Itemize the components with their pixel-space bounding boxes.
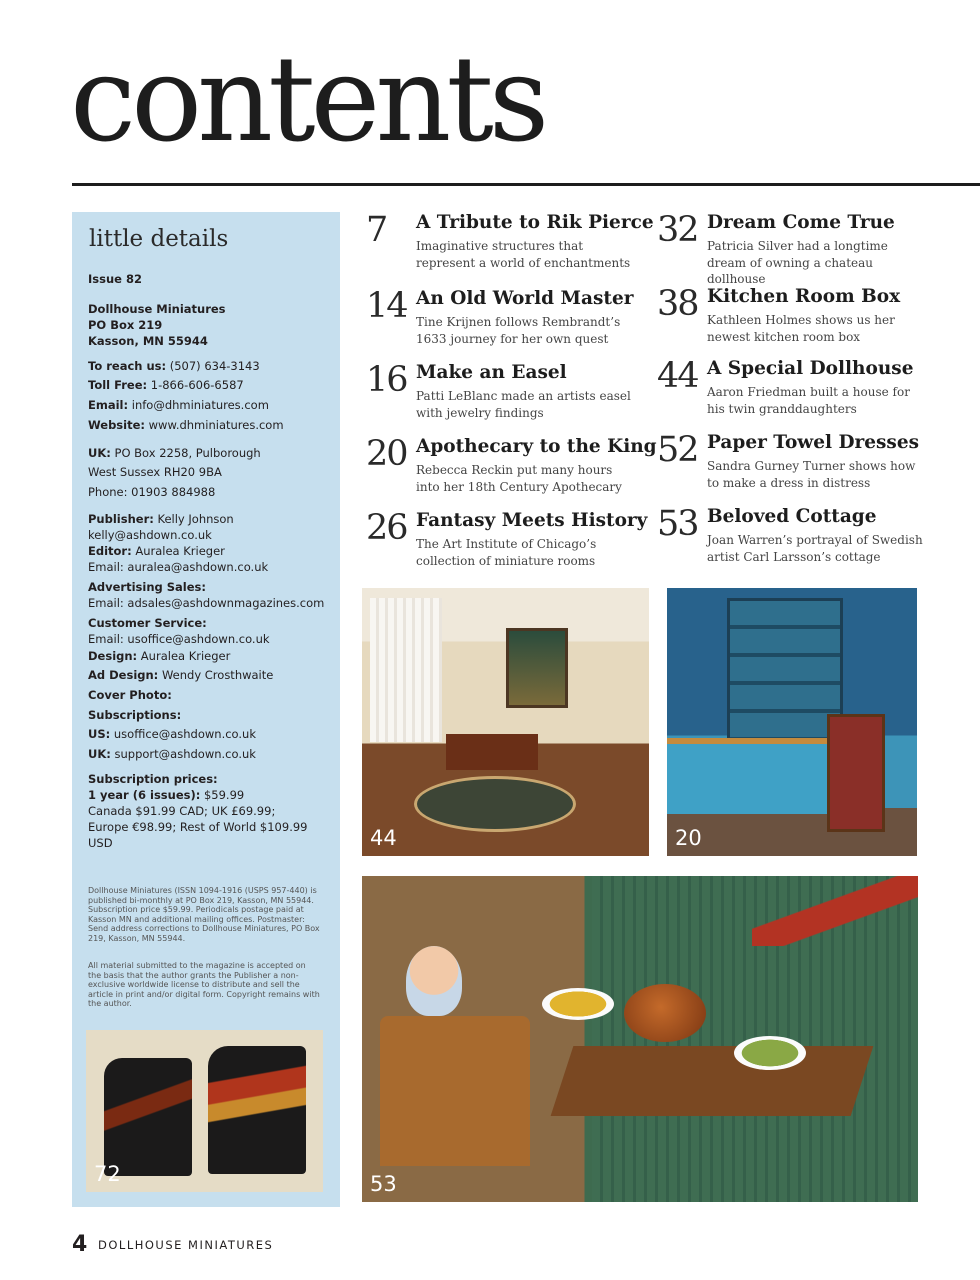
toc-title: Fantasy Meets History bbox=[416, 510, 648, 531]
publication-statement: Dollhouse Miniatures (ISSN 1094-1916 (USPS 957-440) is published bi-monthly at PO Box 219, Kasson, MN 55944. Subscription price $59.99. Periodicals postage paid at Kasson MN and additional mailing offices. Postmaster: Send address corrections to Dollhouse Miniatures, PO Box 219, Kasson, MN 55944. bbox=[88, 886, 320, 943]
customer-service-email: Email: usoffice@ashdown.co.uk bbox=[88, 631, 270, 646]
copyright-statement: All material submitted to the magazine is accepted on the basis that the author grants the Publisher a non-exclusive worldwide license to distribute and sell the article in print and/or digital form. Copyright remains with the author. bbox=[88, 961, 320, 1009]
reach-us-line: To reach us: (507) 634-3143 bbox=[88, 358, 260, 373]
baby-doll bbox=[406, 946, 462, 1016]
page-title: contents bbox=[70, 30, 545, 168]
toc-description: The Art Institute of Chicago’s collection of miniature rooms bbox=[416, 537, 597, 568]
piano-box-right bbox=[208, 1046, 306, 1174]
roast-turkey bbox=[624, 984, 706, 1042]
toc-title: An Old World Master bbox=[416, 288, 634, 309]
photo-page-number: 44 bbox=[370, 826, 397, 850]
customer-service-label: Customer Service: bbox=[88, 615, 207, 630]
toc-page-number: 38 bbox=[657, 284, 698, 324]
price-canada-uk: Canada $91.99 CAD; UK £69.99; bbox=[88, 803, 276, 818]
toc-description: Rebecca Reckin put many hours into her 18th Century Apothecary bbox=[416, 463, 622, 494]
subscriptions-label: Subscriptions: bbox=[88, 707, 182, 722]
toc-title: A Special Dollhouse bbox=[707, 358, 914, 379]
toc-page-number: 16 bbox=[366, 360, 407, 400]
toc-description: Sandra Gurney Turner shows how to make a dress in distress bbox=[707, 459, 916, 490]
price-one-year: 1 year (6 issues): $59.99 bbox=[88, 787, 245, 802]
photo-cottage-dinner bbox=[362, 876, 918, 1202]
toc-title: Dream Come True bbox=[707, 212, 895, 233]
apothecary-shelves bbox=[727, 598, 843, 744]
toc-description: Aaron Friedman built a house for his twin granddaughters bbox=[707, 385, 910, 416]
ad-design-line: Ad Design: Wendy Crosthwaite bbox=[88, 668, 274, 683]
toc-description: Tine Krijnen follows Rembrandt’s 1633 journey for her own quest bbox=[416, 315, 621, 346]
website-line: Website: www.dhminiatures.com bbox=[88, 417, 284, 432]
toc-page-number: 32 bbox=[657, 210, 698, 250]
issue-number: Issue 82 bbox=[88, 272, 142, 286]
uk-phone-line: Phone: 01903 884988 bbox=[88, 484, 216, 499]
apothecary-counter bbox=[667, 738, 837, 814]
page-footer bbox=[72, 1232, 274, 1257]
toc-title: Kitchen Room Box bbox=[707, 286, 901, 307]
yellow-dish bbox=[542, 988, 614, 1020]
address-line-1: Dollhouse Miniatures bbox=[88, 301, 226, 316]
folio-page-number: 4 bbox=[72, 1232, 88, 1257]
address-line-2: PO Box 219 bbox=[88, 317, 163, 332]
toc-title: Make an Easel bbox=[416, 362, 567, 383]
title-rule bbox=[72, 183, 980, 186]
round-rug bbox=[414, 776, 576, 832]
miniature-piano bbox=[446, 734, 538, 770]
masthead-info bbox=[88, 270, 334, 851]
photo-page-number: 20 bbox=[675, 826, 702, 850]
lace-curtain bbox=[370, 598, 442, 742]
photo-apothecary bbox=[667, 588, 917, 856]
toc-description: Kathleen Holmes shows us her newest kitchen room box bbox=[707, 313, 895, 344]
toc-description: Patti LeBlanc made an artists easel with jewelry findings bbox=[416, 389, 631, 420]
wall-tapestry bbox=[506, 628, 568, 708]
photo-page-number: 72 bbox=[94, 1162, 121, 1186]
photo-page-number: 53 bbox=[370, 1172, 397, 1196]
toc-page-number: 52 bbox=[657, 430, 698, 470]
advertising-label: Advertising Sales: bbox=[88, 579, 206, 594]
toc-description: Imaginative structures that represent a world of enchantments bbox=[416, 239, 631, 270]
toc-page-number: 53 bbox=[657, 504, 698, 544]
advertising-email: Email: adsales@ashdownmagazines.com bbox=[88, 595, 325, 610]
editor-line: Editor: Auralea Krieger bbox=[88, 543, 225, 558]
email-line: Email: info@dhminiatures.com bbox=[88, 398, 269, 413]
dining-table bbox=[551, 1046, 874, 1116]
uk-address-line: UK: PO Box 2258, Pulborough bbox=[88, 445, 261, 460]
design-line: Design: Auralea Krieger bbox=[88, 648, 231, 663]
toc-page-number: 7 bbox=[366, 210, 387, 250]
publisher-email: kelly@ashdown.co.uk bbox=[88, 527, 212, 542]
us-subscriptions-line: US: usoffice@ashdown.co.uk bbox=[88, 727, 256, 742]
toc-page-number: 26 bbox=[366, 508, 407, 548]
price-europe-world: Europe €98.99; Rest of World $109.99 USD bbox=[88, 819, 308, 850]
toc-page-number: 20 bbox=[366, 434, 407, 474]
photo-piano-boxes bbox=[86, 1030, 323, 1192]
toc-title: Apothecary to the King bbox=[416, 436, 657, 457]
toc-title: A Tribute to Rik Pierce bbox=[416, 212, 654, 233]
editor-email: Email: auralea@ashdown.co.uk bbox=[88, 559, 269, 574]
vegetable-dish bbox=[734, 1036, 806, 1070]
magazine-name: DOLLHOUSE MINIATURES bbox=[98, 1238, 274, 1252]
subscription-prices-label: Subscription prices: bbox=[88, 771, 218, 786]
photo-dollhouse-parlor bbox=[362, 588, 649, 856]
address-line-3: Kasson, MN 55944 bbox=[88, 333, 208, 348]
toc-description: Patricia Silver had a longtime dream of owning a chateau dollhouse bbox=[707, 239, 888, 286]
sidebar-title: little details bbox=[89, 226, 229, 252]
uk-address-line-2: West Sussex RH20 9BA bbox=[88, 465, 222, 480]
cover-photo-line: Cover Photo: bbox=[88, 688, 172, 703]
toc-page-number: 44 bbox=[657, 356, 698, 396]
red-chair bbox=[827, 714, 885, 832]
toc-title: Beloved Cottage bbox=[707, 506, 877, 527]
high-chair bbox=[380, 1016, 530, 1166]
piano-box-left bbox=[104, 1058, 192, 1176]
toc-description: Joan Warren’s portrayal of Swedish artist Carl Larsson’s cottage bbox=[707, 533, 923, 564]
toc-title: Paper Towel Dresses bbox=[707, 432, 920, 453]
publisher-line: Publisher: Kelly Johnson bbox=[88, 511, 234, 526]
uk-subscriptions-line: UK: support@ashdown.co.uk bbox=[88, 747, 256, 762]
toll-free-line: Toll Free: 1-866-606-6587 bbox=[88, 378, 244, 393]
red-window-trim bbox=[752, 876, 918, 946]
toc-page-number: 14 bbox=[366, 286, 407, 326]
